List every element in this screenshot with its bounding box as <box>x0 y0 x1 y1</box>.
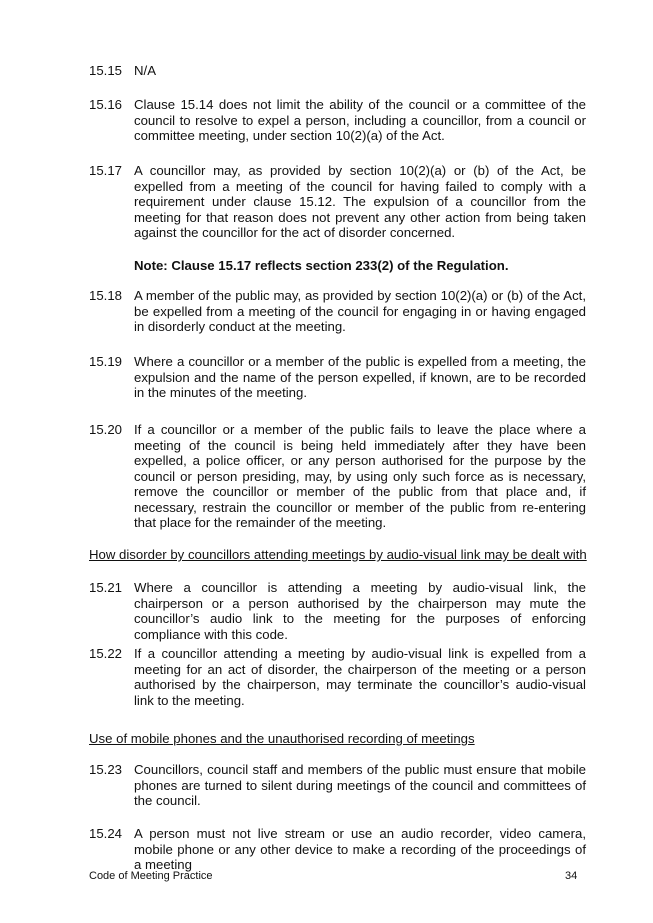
clause-15-18 <box>89 288 586 335</box>
clause-15-16 <box>89 97 586 144</box>
clause-number: 15.16 <box>89 97 123 112</box>
clause-number: 15.18 <box>89 288 123 303</box>
clause-number: 15.22 <box>89 646 123 661</box>
clause-number: 15.21 <box>89 580 123 595</box>
clause-15-24 <box>89 826 586 873</box>
clause-15-19 <box>89 354 586 401</box>
clause-text: Clause 15.14 does not limit the ability of the council or a committee of the council to resolve to expel a person, including a councillor, from a council or committee meeting, under section 10(2)(a) of the Act. <box>134 97 586 143</box>
clause-number: 15.15 <box>89 63 123 78</box>
clause-15-17 <box>89 163 586 241</box>
clause-15-15 <box>89 63 586 79</box>
clause-15-22 <box>89 646 586 708</box>
clause-number: 15.20 <box>89 422 123 437</box>
clause-text: Where a councillor or a member of the public is expelled from a meeting, the expulsion and the name of the person expelled, if known, are to be recorded in the minutes of the meeting. <box>134 354 586 400</box>
clause-number: 15.17 <box>89 163 123 178</box>
clause-text: N/A <box>134 63 156 78</box>
clause-text: Councillors, council staff and members of the public must ensure that mobile phones are turned to silent during meetings of the council and committees of the council. <box>134 762 586 808</box>
section-heading-mobile-phones: Use of mobile phones and the unauthorised recording of meetings <box>89 731 475 746</box>
clause-text: If a councillor or a member of the public fails to leave the place where a meeting of the council is being held immediately after they have been expelled, a police officer, or any person authorised for the purpose by the council or person presiding, may, by using only such force as is necessary, remove the councillor or member of the public from that place and, if necessary, restrain the councillor or member of the public from re-entering that place for the remainder of the meeting. <box>134 422 586 530</box>
clause-text: Where a councillor is attending a meeting by audio-visual link, the chairperson or a person authorised by the chairperson may mute the councillor’s audio link to the meeting for the purposes of enforcing compliance with this code. <box>134 580 586 642</box>
clause-number: 15.19 <box>89 354 123 369</box>
clause-15-21 <box>89 580 586 642</box>
clause-15-20 <box>89 422 586 531</box>
clause-number: 15.24 <box>89 826 123 841</box>
clause-text: A councillor may, as provided by section 10(2)(a) or (b) of the Act, be expelled from a meeting of the council for having failed to comply with a requirement under clause 15.12. The expulsion of a councillor from the meeting for that reason does not prevent any other action from being taken against the councillor for the act of disorder concerned. <box>134 163 586 240</box>
clause-text: A person must not live stream or use an audio recorder, video camera, mobile phone or any other device to make a recording of the proceedings of a meeting <box>134 826 586 872</box>
clause-text: If a councillor attending a meeting by audio-visual link is expelled from a meeting for an act of disorder, the chairperson of the meeting or a person authorised by the chairperson, may terminate the councillor’s audio-visual link to the meeting. <box>134 646 586 708</box>
footer-title: Code of Meeting Practice <box>89 870 213 882</box>
clause-number: 15.23 <box>89 762 123 777</box>
note-text: Note: Clause 15.17 reflects section 233(2) of the Regulation. <box>134 258 509 273</box>
clause-15-23 <box>89 762 586 809</box>
clause-text: A member of the public may, as provided by section 10(2)(a) or (b) of the Act, be expelled from a meeting of the council for engaging in or having engaged in disorderly conduct at the meeting. <box>134 288 586 334</box>
page-number: 34 <box>565 870 578 882</box>
section-heading-audio-visual: How disorder by councillors attending meetings by audio-visual link may be dealt with <box>89 547 587 562</box>
